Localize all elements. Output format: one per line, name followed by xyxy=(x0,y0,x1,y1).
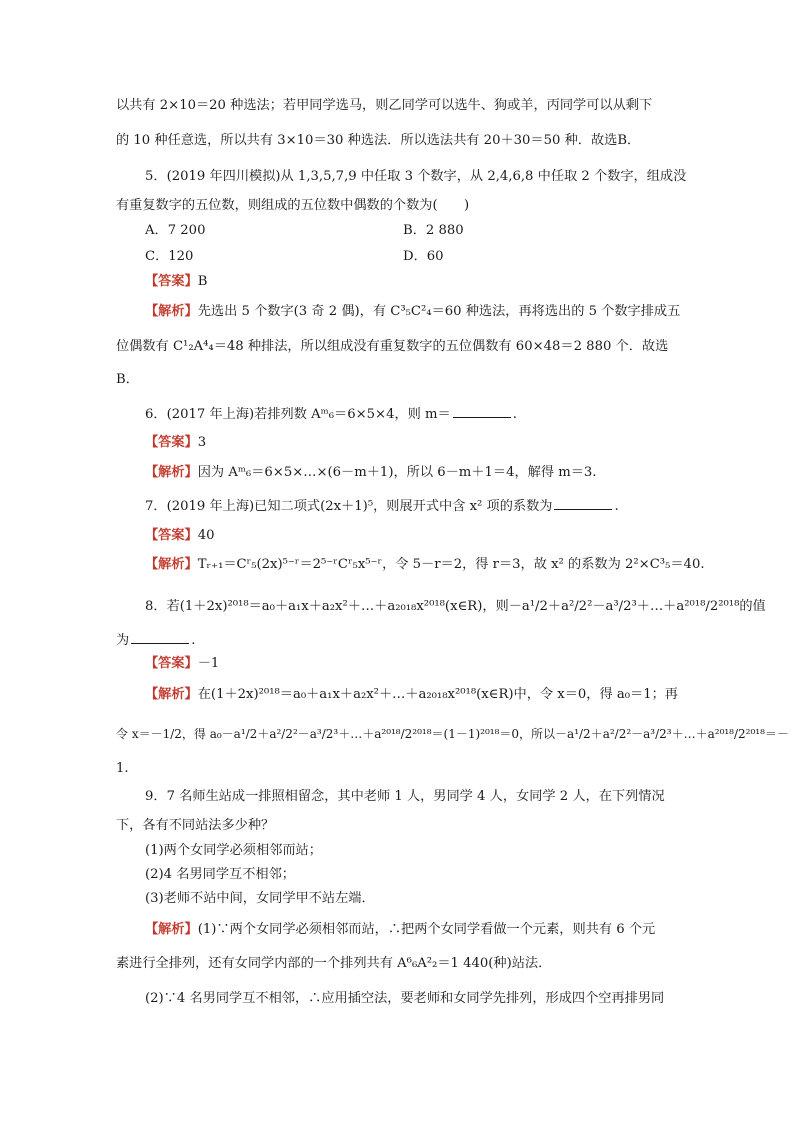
option-d: D．60 xyxy=(403,249,444,264)
explanation-9-cont: 素进行全排列，还有女同学内部的一个排列共有 A⁶₆A²₂＝1 440(种)站法． xyxy=(116,956,552,971)
option-b: B．2 880 xyxy=(403,223,464,238)
explanation-tag: 【解析】 xyxy=(145,304,198,319)
answer-5 xyxy=(145,273,207,291)
answer-tag: 【答案】 xyxy=(145,435,198,450)
question-text: 7．(2019 年上海)已知二项式(2x＋1)⁵，则展开式中含 x² 项的系数为 xyxy=(145,499,553,514)
question-9-sub-1: (1)两个女同学必须相邻而站； xyxy=(145,843,322,858)
explanation-8-cont: 令 x＝－1/2，得 a₀－a¹/2＋a²/2²－a³/2³＋…＋a²⁰¹⁸/2²⁰¹⁸＝(1－1)²⁰¹⁸＝0，所以－a¹/2＋a²/2²－a³/2³＋…＋a²⁰¹⁸/2²⁰¹⁸＝－ xyxy=(116,727,789,741)
explanation-tag: 【解析】 xyxy=(145,465,198,480)
option-c: C．120 xyxy=(145,249,194,264)
explanation-5-end: B． xyxy=(116,372,139,387)
question-punct: . xyxy=(191,633,196,648)
answer-tag: 【答案】 xyxy=(145,656,198,671)
explanation-text: 因为 Aᵐ₆＝6×5×…×(6－m＋1)，所以 6－m＋1＝4，解得 m＝3. xyxy=(197,465,597,480)
question-9-cont: 下，各有不同站法多少种？ xyxy=(116,818,275,833)
question-9-sub-2: (2)4 名男同学互不相邻； xyxy=(145,867,295,882)
answer-7 xyxy=(145,527,215,545)
answer-value: 40 xyxy=(197,528,215,543)
question-8: 8．若(1＋2x)²⁰¹⁸＝a₀＋a₁x＋a₂x²＋…＋a₂₀₁₈x²⁰¹⁸(x∈R)，则－a¹/2＋a²/2²－a³/2³＋…＋a²⁰¹⁸/2²⁰¹⁸的值 xyxy=(145,599,766,614)
explanation-text: 在(1＋2x)²⁰¹⁸＝a₀＋a₁x＋a₂x²＋…＋a₂₀₁₈x²⁰¹⁸(x∈R)中，令 x＝0，得 a₀＝1；再 xyxy=(197,687,678,702)
question-9: 9．7 名师生站成一排照相留念，其中老师 1 人，男同学 4 人，女同学 2 人，在下列情况 xyxy=(145,789,665,804)
question-5-cont: 有重复数字的五位数，则组成的五位数中偶数的个数为( ) xyxy=(116,198,470,213)
answer-value: 3 xyxy=(197,435,207,450)
question-6 xyxy=(145,405,517,424)
question-punct: . xyxy=(512,407,517,422)
explanation-text: 先选出 5 个数字(3 奇 2 偶)，有 C³₅C²₄＝60 种选法，再将选出的 5 个数字排成五 xyxy=(197,304,681,319)
explanation-tag: 【解析】 xyxy=(145,922,198,937)
question-punct: . xyxy=(614,499,619,514)
question-9-sub-3: (3)老师不站中间，女同学甲不站左端． xyxy=(145,891,375,906)
answer-blank xyxy=(554,497,612,510)
explanation-8-end: 1. xyxy=(116,761,129,776)
explanation-7 xyxy=(145,556,705,574)
explanation-9-part-2: (2)∵4 名男同学互不相邻，∴应用插空法，要老师和女同学先排列，形成四个空再排男同 xyxy=(145,991,665,1006)
answer-8 xyxy=(145,655,219,673)
explanation-8 xyxy=(145,686,678,704)
explanation-text: Tᵣ₊₁＝Cʳ₅(2x)⁵⁻ʳ＝2⁵⁻ʳCʳ₅x⁵⁻ʳ，令 5－r＝2，得 r＝3，故 x² 的系数为 2²×C³₅＝40. xyxy=(197,557,705,572)
question-7 xyxy=(145,497,619,516)
answer-value: B xyxy=(197,274,208,289)
explanation-9 xyxy=(145,921,655,939)
text-line: 的 10 种任意选，所以共有 3×10＝30 种选法．所以选法共有 20＋30＝50 种．故选B． xyxy=(116,133,641,148)
option-a: A．7 200 xyxy=(145,223,206,238)
question-8-cont xyxy=(116,631,195,650)
answer-tag: 【答案】 xyxy=(145,274,198,289)
explanation-6 xyxy=(145,464,597,482)
text-line: 以共有 2×10＝20 种选法；若甲同学选马，则乙同学可以选牛、狗或羊，丙同学可以从剩下 xyxy=(116,98,653,113)
question-text: 为 xyxy=(116,633,130,648)
answer-blank xyxy=(453,405,511,418)
explanation-5-cont: 位偶数有 C¹₂A⁴₄＝48 种排法，所以组成没有重复数字的五位偶数有 60×48＝2 880 个．故选 xyxy=(116,339,669,354)
explanation-tag: 【解析】 xyxy=(145,557,198,572)
explanation-text: (1)∵两个女同学必须相邻而站，∴把两个女同学看做一个元素，则共有 6 个元 xyxy=(197,922,656,937)
question-5: 5．(2019 年四川模拟)从 1,3,5,7,9 中任取 3 个数字，从 2,4,6,8 中任取 2 个数字，组成没 xyxy=(145,169,687,184)
explanation-5 xyxy=(145,303,680,321)
answer-6 xyxy=(145,434,206,452)
answer-value: －1 xyxy=(197,656,220,671)
answer-tag: 【答案】 xyxy=(145,528,198,543)
answer-blank xyxy=(131,631,189,644)
explanation-tag: 【解析】 xyxy=(145,687,198,702)
question-text: 6．(2017 年上海)若排列数 Aᵐ₆＝6×5×4，则 m＝ xyxy=(145,407,451,422)
